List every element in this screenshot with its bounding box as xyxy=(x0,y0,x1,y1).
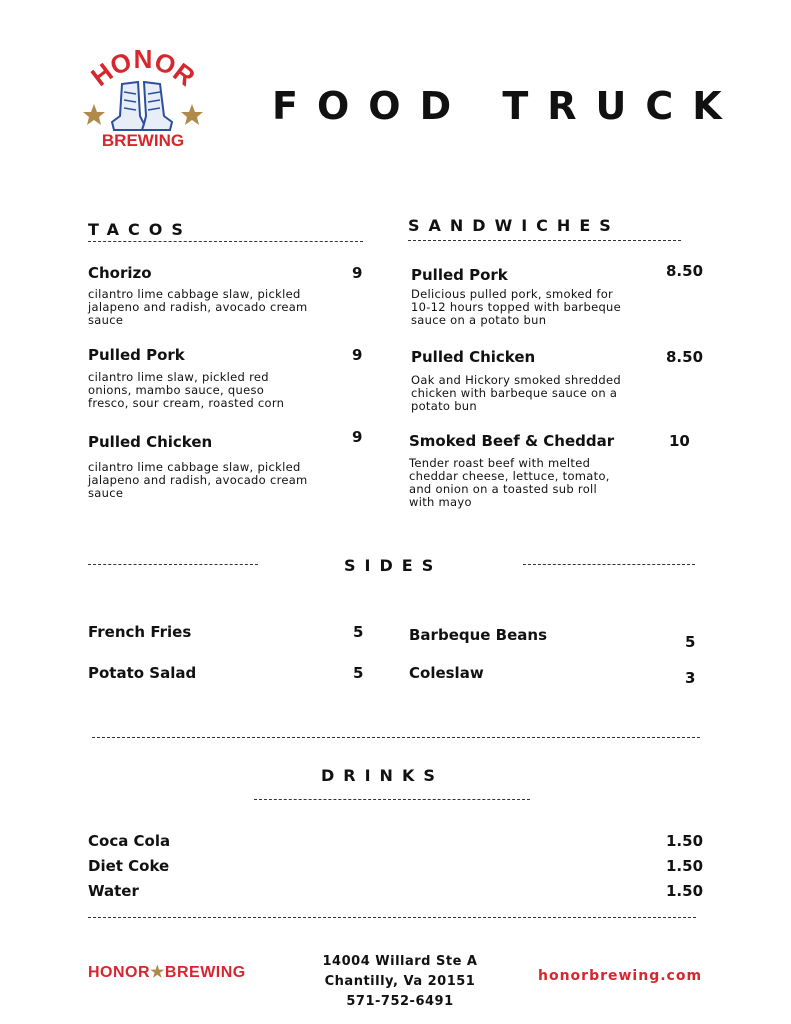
side-price: 3 xyxy=(685,669,696,687)
sides-heading: SIDES xyxy=(344,556,443,575)
side-name: Barbeque Beans xyxy=(409,626,548,644)
side-name: Potato Salad xyxy=(88,664,197,682)
sandwich-price: 8.50 xyxy=(666,262,704,280)
drink-name: Coca Cola xyxy=(88,832,171,850)
description-line: cilantro lime slaw, pickled red xyxy=(88,370,269,384)
logo-arc-text: HONOR xyxy=(85,46,201,93)
divider xyxy=(88,917,696,918)
side-price: 5 xyxy=(685,633,696,651)
taco-price: 9 xyxy=(352,264,363,282)
description-line: sauce xyxy=(88,313,124,327)
address-line: Chantilly, Va 20151 xyxy=(324,974,476,989)
drinks-heading: DRINKS xyxy=(321,766,444,785)
description-line: cilantro lime cabbage slaw, pickled xyxy=(88,287,301,301)
description-line: and onion on a toasted sub roll xyxy=(409,482,598,496)
tacos-heading: TACOS xyxy=(88,220,192,239)
description-line: 10-12 hours topped with barbeque xyxy=(411,300,622,314)
taco-description xyxy=(88,461,308,500)
star-icon: ★ xyxy=(150,964,165,981)
sandwich-name: Pulled Chicken xyxy=(411,348,536,366)
taco-name: Pulled Pork xyxy=(88,346,185,364)
divider xyxy=(523,564,695,565)
sandwiches-heading: SANDWICHES xyxy=(408,216,620,235)
side-name: Coleslaw xyxy=(409,664,484,682)
footer-address xyxy=(300,952,500,1012)
description-line: chicken with barbeque sauce on a xyxy=(411,386,618,400)
side-price: 5 xyxy=(353,623,364,641)
description-line: jalapeno and radish, avocado cream xyxy=(88,300,308,314)
brand-word: HONOR xyxy=(88,964,151,981)
divider xyxy=(408,240,681,241)
star-icon xyxy=(181,104,203,125)
description-line: onions, mambo sauce, queso xyxy=(88,383,265,397)
divider xyxy=(92,737,700,738)
sandwich-description xyxy=(411,374,621,413)
description-line: sauce xyxy=(88,486,124,500)
divider xyxy=(88,564,258,565)
sandwich-description xyxy=(409,457,610,509)
taco-price: 9 xyxy=(352,428,363,446)
description-line: Delicious pulled pork, smoked for xyxy=(411,287,614,301)
drink-price: 1.50 xyxy=(666,857,704,875)
taco-name: Chorizo xyxy=(88,264,152,282)
description-line: potato bun xyxy=(411,399,477,413)
honor-brewing-logo xyxy=(78,46,208,156)
sandwich-name: Pulled Pork xyxy=(411,266,508,284)
taco-description xyxy=(88,371,284,410)
sandwich-price: 10 xyxy=(669,432,690,450)
description-line: cheddar cheese, lettuce, tomato, xyxy=(409,469,610,483)
footer-brand xyxy=(88,962,246,982)
side-price: 5 xyxy=(353,664,364,682)
star-icon xyxy=(83,104,105,125)
drink-price: 1.50 xyxy=(666,832,704,850)
description-line: Oak and Hickory smoked shredded xyxy=(411,373,621,387)
side-name: French Fries xyxy=(88,623,192,641)
taco-description xyxy=(88,288,308,327)
description-line: fresco, sour cream, roasted corn xyxy=(88,396,285,410)
address-line: 14004 Willard Ste A xyxy=(322,954,478,969)
page-title: FOOD TRUCK xyxy=(272,84,741,128)
taco-price: 9 xyxy=(352,346,363,364)
phone-number: 571-752-6491 xyxy=(346,994,454,1009)
divider xyxy=(254,799,530,800)
drink-name: Water xyxy=(88,882,139,900)
description-line: jalapeno and radish, avocado cream xyxy=(88,473,308,487)
logo-bottom-text: BREWING xyxy=(101,131,185,150)
description-line: with mayo xyxy=(409,495,472,509)
website-link[interactable]: honorbrewing.com xyxy=(538,968,703,984)
divider xyxy=(88,241,363,242)
sandwich-price: 8.50 xyxy=(666,348,704,366)
taco-name: Pulled Chicken xyxy=(88,433,213,451)
sandwich-name: Smoked Beef & Cheddar xyxy=(409,432,615,450)
description-line: sauce on a potato bun xyxy=(411,313,547,327)
sandwich-description xyxy=(411,288,621,327)
drink-name: Diet Coke xyxy=(88,857,170,875)
drink-price: 1.50 xyxy=(666,882,704,900)
brand-word: BREWING xyxy=(164,964,246,981)
description-line: Tender roast beef with melted xyxy=(409,456,591,470)
description-line: cilantro lime cabbage slaw, pickled xyxy=(88,460,301,474)
boots-logo-icon xyxy=(78,46,208,156)
